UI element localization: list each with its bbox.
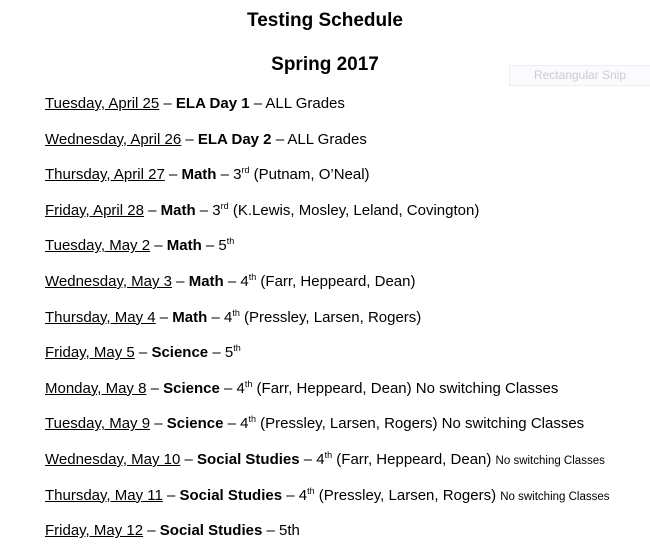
schedule-separator: – — [159, 95, 176, 112]
schedule-separator: – — [134, 344, 152, 362]
schedule-row — [45, 486, 610, 507]
schedule-row — [45, 379, 558, 400]
schedule-date: Monday, May 8 — [45, 379, 147, 397]
schedule-grade-suffix: th — [226, 236, 235, 247]
schedule-subject: Math — [166, 237, 202, 255]
schedule-date: Wednesday, May 3 — [45, 273, 173, 290]
schedule-date: Friday, April 28 — [45, 201, 144, 219]
page-title: Testing Schedule — [247, 10, 403, 31]
schedule-row — [45, 450, 605, 471]
schedule-grade-suffix: th — [232, 307, 240, 318]
schedule-subject: Science — [151, 344, 209, 362]
schedule-row — [45, 343, 241, 364]
schedule-grade: – 5 — [208, 344, 234, 362]
page-subtitle: Spring 2017 — [271, 54, 379, 75]
schedule-separator: – — [143, 201, 161, 219]
schedule-row — [45, 308, 421, 329]
schedule-row — [45, 165, 370, 186]
schedule-note: No switching Classes — [500, 490, 610, 503]
schedule-date: Tuesday, May 9 — [45, 415, 151, 433]
schedule-subject: Science — [166, 415, 224, 433]
schedule-subject: Science — [163, 379, 220, 397]
schedule-grade: – 4 — [223, 415, 249, 433]
schedule-subject: ELA Day 2 — [197, 130, 272, 148]
schedule-date: Wednesday, May 10 — [45, 451, 181, 468]
schedule-separator: – — [150, 237, 167, 255]
schedule-separator: – — [150, 415, 167, 433]
schedule-grade: – 5 — [201, 237, 227, 255]
schedule-detail: (Farr, Heppeard, Dean) — [256, 273, 416, 290]
schedule-subject: ELA Day 1 — [175, 95, 250, 112]
schedule-date: Wednesday, April 26 — [45, 130, 182, 148]
schedule-separator: – — [143, 522, 160, 540]
schedule-grade: – 4 — [282, 486, 308, 504]
schedule-row — [45, 521, 300, 542]
schedule-subject: Math — [160, 201, 196, 219]
schedule-grade: – 5th — [262, 522, 300, 540]
schedule-grade: – 4 — [219, 379, 245, 397]
schedule-detail: (Pressley, Larsen, Rogers) — [239, 308, 422, 326]
schedule-subject: Social Studies — [159, 522, 263, 540]
schedule-row — [45, 130, 367, 151]
schedule-detail: (Pressley, Larsen, Rogers) No switching Classes — [256, 415, 585, 433]
schedule-grade-suffix: rd — [220, 200, 229, 211]
schedule-grade: – ALL Grades — [249, 95, 345, 112]
schedule-row — [45, 201, 479, 222]
schedule-separator: – — [181, 130, 198, 148]
schedule-subject: Math — [188, 273, 224, 290]
schedule-grade-suffix: th — [244, 378, 253, 389]
schedule-note: No switching Classes — [495, 455, 605, 467]
schedule-separator: – — [155, 308, 173, 326]
schedule-grade: – 3 — [216, 166, 242, 184]
schedule-row — [45, 414, 584, 435]
schedule-detail: (Farr, Heppeard, Dean) No switching Classes — [252, 379, 559, 397]
schedule-separator: – — [172, 273, 189, 290]
schedule-grade: – 4 — [207, 308, 233, 326]
schedule-row — [45, 272, 416, 293]
schedule-date: Tuesday, April 25 — [45, 95, 160, 112]
schedule-subject: Social Studies — [197, 451, 300, 468]
schedule-grade-suffix: th — [248, 414, 256, 425]
schedule-row — [45, 236, 234, 257]
rectangular-snip-overlay[interactable]: Rectangular Snip — [509, 65, 650, 86]
schedule-grade: – 4 — [223, 273, 249, 290]
schedule-grade-suffix: th — [233, 343, 241, 354]
schedule-date: Tuesday, May 2 — [45, 237, 151, 255]
schedule-subject: Social Studies — [179, 486, 283, 504]
schedule-date: Thursday, May 11 — [45, 486, 163, 504]
schedule-date: Friday, May 12 — [45, 522, 144, 540]
schedule-detail: (Farr, Heppeard, Dean) — [332, 451, 496, 468]
schedule-date: Thursday, May 4 — [45, 308, 156, 326]
schedule-row — [45, 94, 345, 115]
schedule-detail: (Putnam, O’Neal) — [249, 166, 370, 184]
schedule-detail: (K.Lewis, Mosley, Leland, Covington) — [228, 201, 480, 219]
schedule-separator: – — [162, 486, 180, 504]
schedule-grade-suffix: th — [307, 485, 315, 496]
schedule-grade-suffix: th — [248, 272, 257, 282]
schedule-grade-suffix: th — [324, 450, 333, 460]
schedule-grade: – ALL Grades — [271, 130, 367, 148]
schedule-grade: – 3 — [195, 201, 221, 219]
schedule-date: Friday, May 5 — [45, 344, 135, 362]
schedule-date: Thursday, April 27 — [45, 166, 165, 184]
schedule-subject: Math — [172, 308, 208, 326]
schedule-separator: – — [146, 379, 164, 397]
schedule-separator: – — [164, 166, 182, 184]
schedule-grade-suffix: rd — [241, 165, 250, 176]
schedule-subject: Math — [181, 166, 217, 184]
schedule-separator: – — [180, 451, 198, 468]
schedule-grade: – 4 — [299, 451, 325, 468]
schedule-detail: (Pressley, Larsen, Rogers) — [314, 486, 501, 504]
